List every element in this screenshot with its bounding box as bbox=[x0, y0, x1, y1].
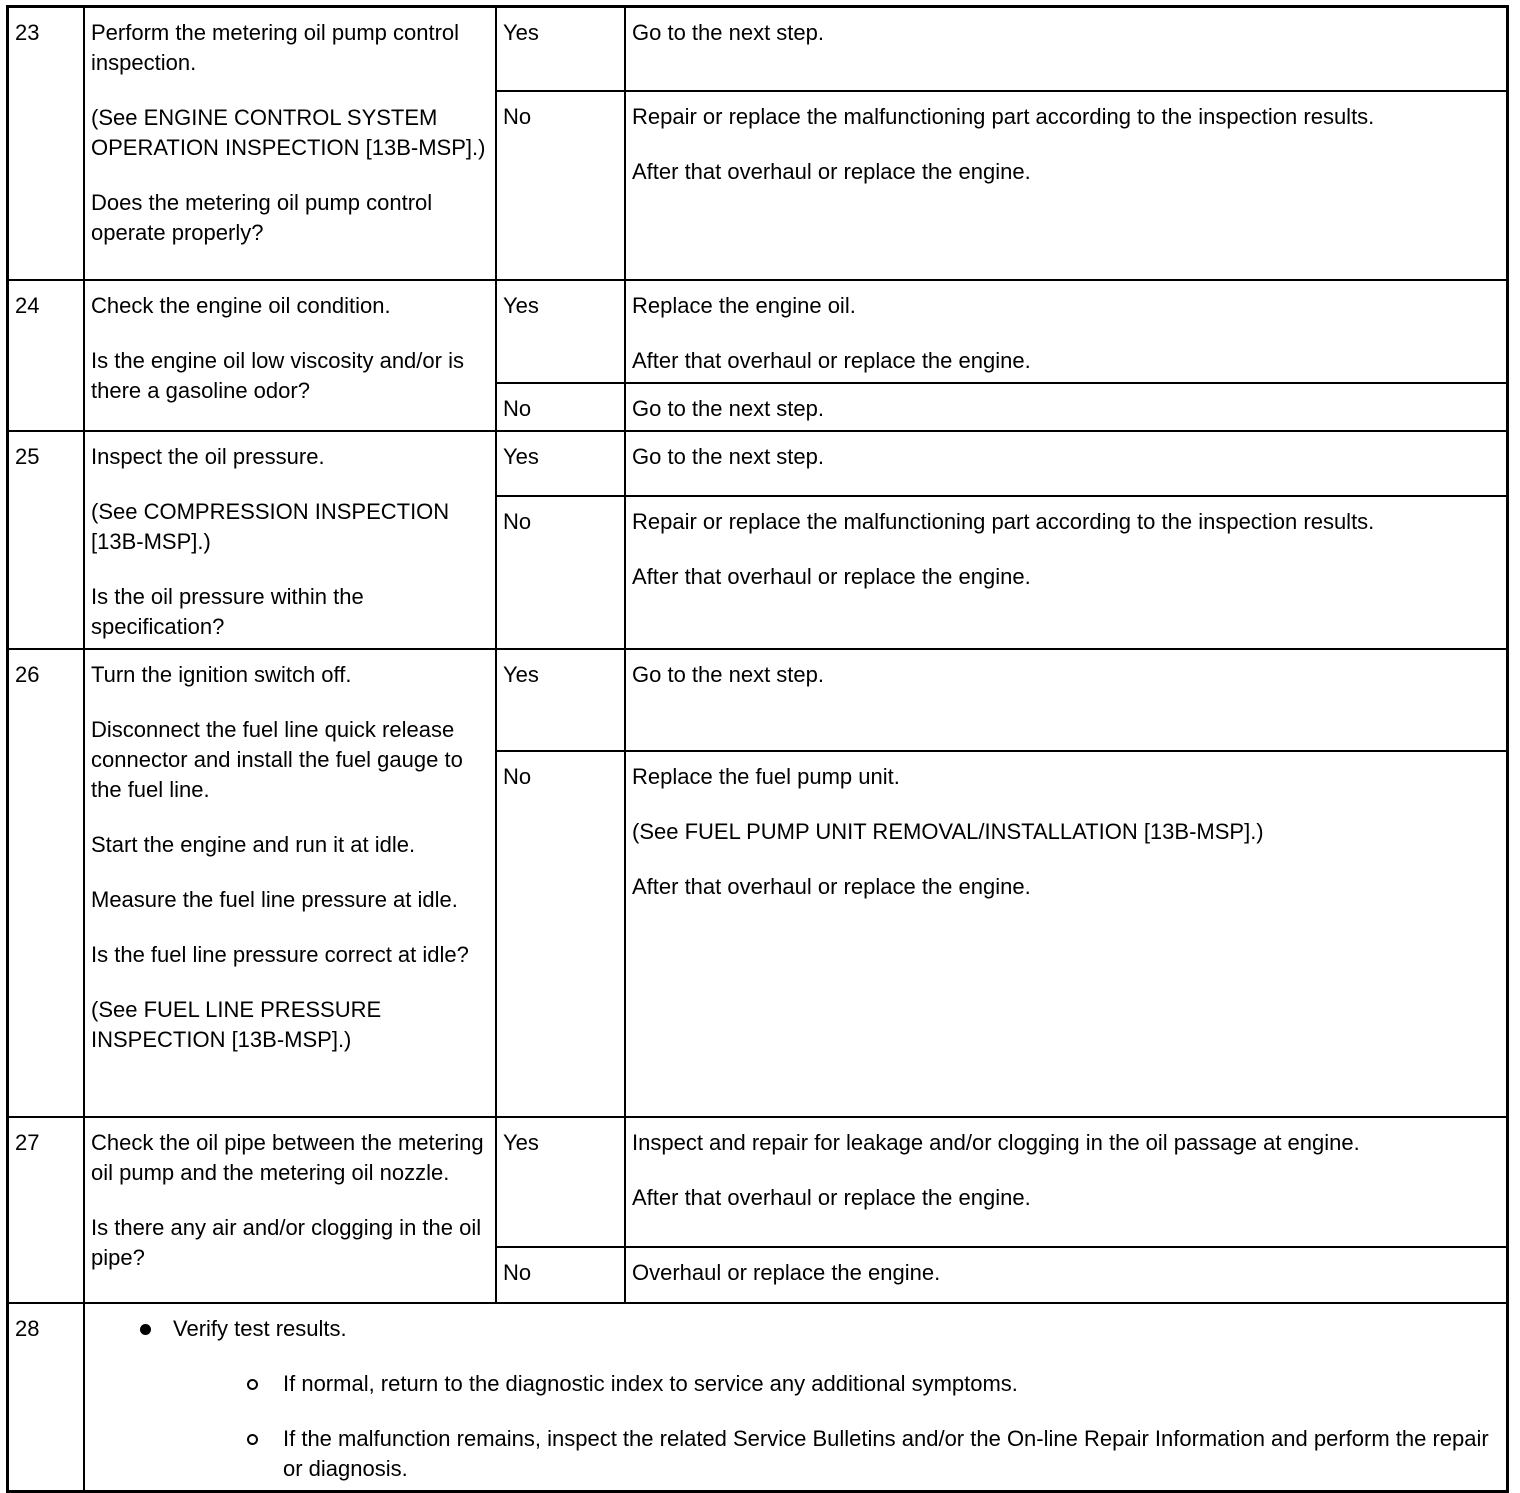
answer-yes: Yes bbox=[496, 1117, 625, 1247]
step-row-yes bbox=[8, 280, 1508, 383]
action-text: (See COMPRESSION INSPECTION [13B-MSP].) bbox=[91, 498, 450, 554]
result-text: Inspect and repair for leakage and/or clogging in the oil passage at engine. bbox=[632, 1129, 1360, 1155]
bullet-item bbox=[136, 1314, 1500, 1484]
yes-result bbox=[625, 431, 1508, 497]
action-text: Perform the metering oil pump control inspection. bbox=[91, 20, 460, 75]
action-text: Does the metering oil pump control operate properly? bbox=[91, 190, 433, 245]
result-text: Go to the next step. bbox=[632, 395, 825, 421]
action-text: Is the oil pressure within the specification? bbox=[91, 583, 364, 639]
sub-bullet-item bbox=[245, 1369, 1500, 1399]
no-result bbox=[625, 496, 1508, 649]
result-text: After that overhaul or replace the engine. bbox=[632, 873, 1031, 899]
action-text: Turn the ignition switch off. bbox=[91, 661, 352, 687]
result-text: Go to the next step. bbox=[632, 443, 825, 469]
result-text: Go to the next step. bbox=[632, 661, 825, 687]
yes-result bbox=[625, 280, 1508, 383]
action-text: (See FUEL LINE PRESSURE INSPECTION [13B-MSP].) bbox=[91, 996, 382, 1052]
answer-yes: Yes bbox=[496, 7, 625, 91]
final-step-row bbox=[8, 1303, 1508, 1492]
step-number: 26 bbox=[8, 649, 85, 1117]
yes-result bbox=[625, 7, 1508, 91]
step-row-yes bbox=[8, 649, 1508, 751]
result-text: After that overhaul or replace the engine. bbox=[632, 347, 1031, 373]
answer-yes: Yes bbox=[496, 280, 625, 383]
step-row-yes bbox=[8, 1117, 1508, 1247]
no-result bbox=[625, 1247, 1508, 1303]
step-number: 24 bbox=[8, 280, 85, 431]
step-action bbox=[84, 431, 496, 649]
step-row-yes bbox=[8, 7, 1508, 91]
bullet-text: Verify test results. bbox=[173, 1315, 347, 1341]
no-result bbox=[625, 91, 1508, 280]
answer-no: No bbox=[496, 91, 625, 280]
step-action bbox=[84, 280, 496, 431]
step-number: 28 bbox=[8, 1303, 85, 1492]
step-number: 23 bbox=[8, 7, 85, 280]
step-number: 27 bbox=[8, 1117, 85, 1303]
result-text: Go to the next step. bbox=[632, 20, 825, 45]
step-action bbox=[84, 7, 496, 280]
no-result bbox=[625, 383, 1508, 431]
sub-bullet-item bbox=[245, 1424, 1500, 1484]
action-text: Measure the fuel line pressure at idle. bbox=[91, 886, 458, 912]
result-text: After that overhaul or replace the engine. bbox=[632, 564, 1031, 589]
action-text: Start the engine and run it at idle. bbox=[91, 831, 416, 857]
step-number: 25 bbox=[8, 431, 85, 649]
answer-no: No bbox=[496, 1247, 625, 1303]
bullet-list bbox=[91, 1314, 1500, 1484]
final-step-content bbox=[84, 1303, 1508, 1492]
yes-result bbox=[625, 649, 1508, 751]
answer-no: No bbox=[496, 383, 625, 431]
result-text: After that overhaul or replace the engine. bbox=[632, 158, 1031, 184]
action-text: Is the engine oil low viscosity and/or is there a gasoline odor? bbox=[91, 347, 464, 403]
yes-result bbox=[625, 1117, 1508, 1247]
result-text: Overhaul or replace the engine. bbox=[632, 1259, 941, 1285]
action-text: Is there any air and/or clogging in the oil pipe? bbox=[91, 1214, 482, 1270]
result-text: Replace the engine oil. bbox=[632, 292, 856, 318]
no-result bbox=[625, 751, 1508, 1117]
answer-no: No bbox=[496, 496, 625, 649]
result-text: Repair or replace the malfunctioning part according to the inspection results. bbox=[632, 103, 1375, 129]
answer-yes: Yes bbox=[496, 431, 625, 497]
step-action bbox=[84, 649, 496, 1117]
action-text: (See ENGINE CONTROL SYSTEM OPERATION INSPECTION [13B-MSP].) bbox=[91, 105, 486, 160]
result-text: Repair or replace the malfunctioning part according to the inspection results. bbox=[632, 509, 1375, 534]
result-text: After that overhaul or replace the engine. bbox=[632, 1184, 1031, 1210]
diagnostic-procedure-table-wrapper bbox=[6, 5, 1509, 1493]
sub-bullet-list bbox=[173, 1369, 1500, 1484]
answer-no: No bbox=[496, 751, 625, 1117]
sub-bullet-text: If the malfunction remains, inspect the related Service Bulletins and/or the On-line Repair Information and perform the repair or diagnosis. bbox=[283, 1425, 1489, 1481]
result-text: Replace the fuel pump unit. bbox=[632, 763, 900, 789]
step-row-yes bbox=[8, 431, 1508, 497]
action-text: Inspect the oil pressure. bbox=[91, 443, 325, 469]
action-text: Disconnect the fuel line quick release connector and install the fuel gauge to the fuel line. bbox=[91, 716, 463, 802]
action-text: Check the oil pipe between the metering oil pump and the metering oil nozzle. bbox=[91, 1129, 484, 1185]
diagnostic-procedure-table bbox=[6, 5, 1509, 1493]
result-text: (See FUEL PUMP UNIT REMOVAL/INSTALLATION [13B-MSP].) bbox=[632, 818, 1264, 844]
step-action bbox=[84, 1117, 496, 1303]
answer-yes: Yes bbox=[496, 649, 625, 751]
sub-bullet-text: If normal, return to the diagnostic index to service any additional symptoms. bbox=[283, 1370, 1018, 1396]
action-text: Is the fuel line pressure correct at idle? bbox=[91, 941, 469, 967]
action-text: Check the engine oil condition. bbox=[91, 292, 391, 318]
